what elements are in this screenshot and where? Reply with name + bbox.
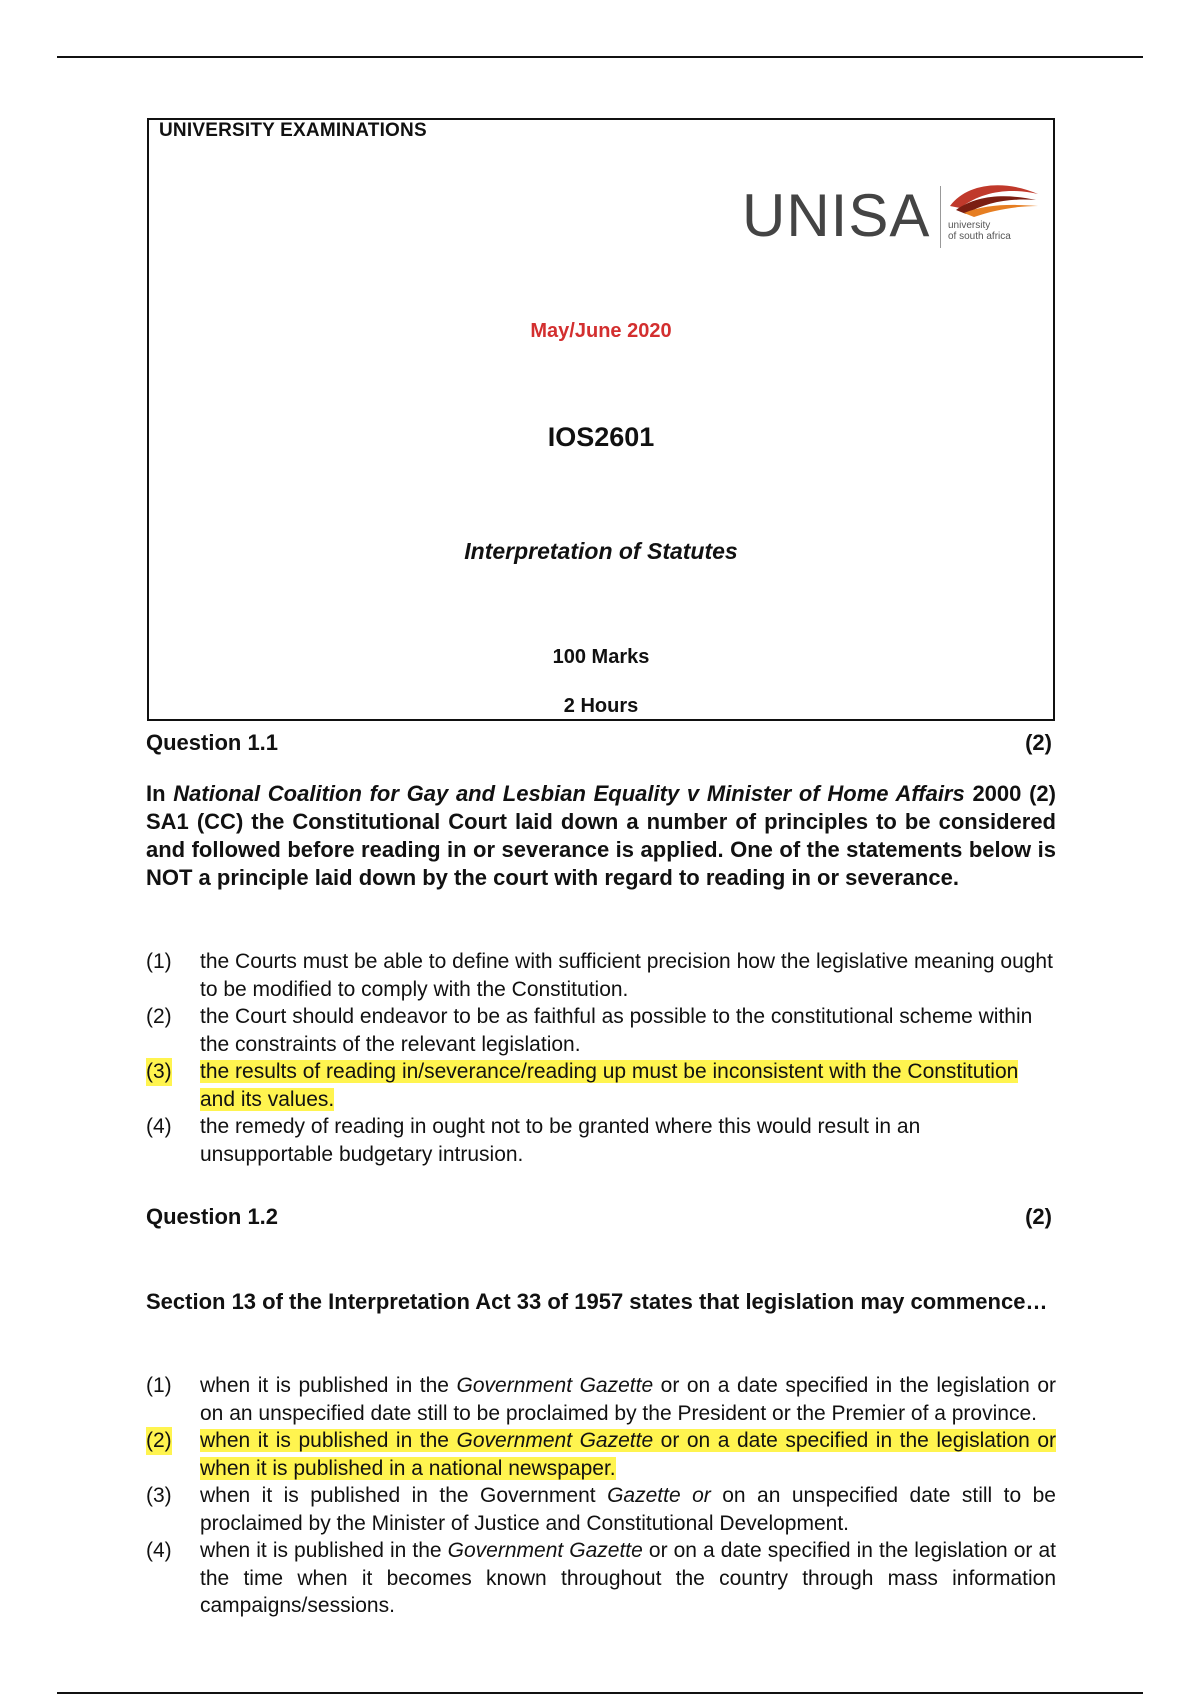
- question-heading: [146, 730, 1056, 756]
- option-number: (1): [146, 1374, 172, 1397]
- option-text-italic: Gazette or: [607, 1484, 711, 1507]
- total-marks: 100 Marks: [552, 646, 650, 668]
- option-number: (3): [146, 1058, 172, 1086]
- logo-swoosh-icon: [946, 180, 1042, 220]
- answer-option: [146, 1113, 1056, 1168]
- option-text: when it is published in the Government: [200, 1484, 608, 1507]
- module-name: Interpretation of Statutes: [464, 538, 738, 564]
- option-text: the results of reading in/severance/reading up must be inconsistent with the Constitution and its values.: [200, 1060, 1019, 1111]
- module-code: IOS2601: [547, 422, 655, 452]
- option-text: when it is published in the: [200, 1374, 457, 1397]
- answer-options: [146, 1372, 1056, 1620]
- option-text: or on a date specified in the legislation or when it is published in a national newspaper.: [200, 1429, 1056, 1480]
- option-text: on an unspecified date still to be proclaimed by the Minister of Justice and Constitutional Development.: [200, 1484, 1056, 1535]
- option-number: (3): [146, 1484, 172, 1507]
- option-number: (4): [146, 1539, 172, 1562]
- stem-text: In: [146, 781, 174, 806]
- question-heading: [146, 1204, 1056, 1230]
- cover-header: UNIVERSITY EXAMINATIONS: [159, 120, 427, 141]
- option-text: when it is published in the: [200, 1429, 457, 1452]
- logo-subtitle-line-2: of south africa: [948, 231, 1011, 242]
- exam-session: May/June 2020: [530, 320, 672, 342]
- option-text-italic: Government Gazette: [456, 1429, 654, 1452]
- option-number: (4): [146, 1115, 172, 1138]
- question-1-1: [146, 730, 1056, 1170]
- logo-subtitle-line-1: university: [948, 220, 991, 231]
- option-number: (1): [146, 950, 172, 973]
- unisa-logo: [742, 176, 1042, 256]
- option-text: the Court should endeavor to be as faithful as possible to the constitutional scheme within the constraints of the relevant legislation.: [200, 1005, 1033, 1056]
- logo-divider: [940, 186, 941, 248]
- option-text: the remedy of reading in ought not to be granted where this would result in an unsupportable budgetary intrusion.: [200, 1115, 921, 1166]
- bottom-rule: [57, 1692, 1143, 1694]
- option-text: when it is published in the: [200, 1539, 448, 1562]
- answer-option: [146, 1482, 1056, 1537]
- exam-duration: 2 Hours: [563, 695, 639, 717]
- question-marks: (2): [1025, 730, 1052, 755]
- option-number: (2): [146, 1005, 172, 1028]
- case-name: National Coalition for Gay and Lesbian Equality v Minister of Home Affairs: [173, 781, 965, 806]
- question-1-2: [146, 1204, 1056, 1664]
- answer-option: [146, 948, 1056, 1003]
- answer-option-highlighted: [146, 1058, 1056, 1113]
- answer-option: [146, 1372, 1056, 1427]
- option-text-italic: Government Gazette: [447, 1539, 643, 1562]
- question-stem: Section 13 of the Interpretation Act 33 of 1957 states that legislation may commence…: [146, 1289, 1048, 1314]
- answer-options: [146, 948, 1056, 1168]
- top-rule: [57, 56, 1143, 58]
- logo-wordmark: UNISA: [742, 182, 931, 249]
- logo-subtitle: [948, 220, 1011, 242]
- answer-option: [146, 1003, 1056, 1058]
- question-title: Question 1.2: [146, 1204, 279, 1229]
- answer-option-highlighted: [146, 1427, 1056, 1482]
- option-text: or on a date specified in the legislation or on an unspecified date still to be proclaimed by the President or the Premier of a province.: [200, 1374, 1056, 1425]
- question-stem: [146, 780, 1056, 892]
- option-number: (2): [146, 1427, 172, 1455]
- option-text: the Courts must be able to define with sufficient precision how the legislative meaning ought to be modified to comply with the Constitution.: [200, 950, 1053, 1001]
- stem-text: 2000 (2) SA1 (CC) the Constitutional Court laid down a number of principles to be considered and followed before reading in or severance is applied. One of the statements below is NOT a principle laid down by the court with regard to reading in or severance.: [146, 781, 1056, 890]
- exam-cover-box: [147, 118, 1055, 721]
- question-marks: (2): [1025, 1204, 1052, 1229]
- question-title: Question 1.1: [146, 730, 279, 755]
- option-text-italic: Government Gazette: [456, 1374, 654, 1397]
- answer-option: [146, 1537, 1056, 1620]
- option-text: or on a date specified in the legislation or at the time when it becomes known throughout the country through mass information campaigns/sessions.: [200, 1539, 1056, 1617]
